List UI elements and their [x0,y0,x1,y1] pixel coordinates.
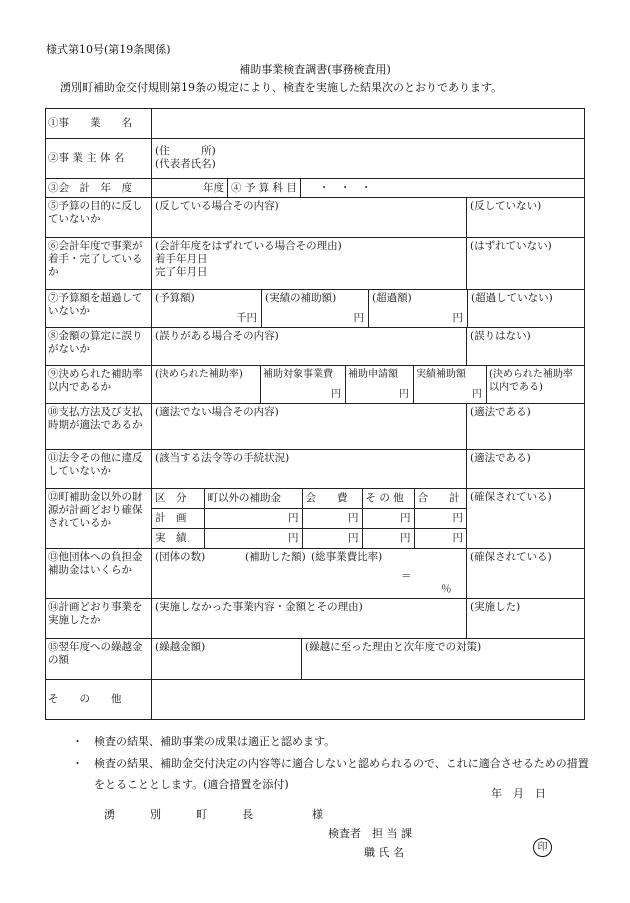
row-budget-purpose [46,198,585,238]
intro-text: 湧別町補助金交付規則第19条の規定により、検査を実施した結果次のとおりであります。 [60,81,503,94]
field-contribution[interactable] [152,549,467,599]
actual-subsidy-label: 実績補助額 [416,369,466,380]
inspector-line: 検査者 担 当 課 [328,827,412,840]
application-amount-unit: 円 [399,389,409,400]
result-budget-exceed: (超過していない) [467,290,584,327]
funding-header-other: そ の 他 [362,489,414,509]
row-subsidy-rate [46,366,585,404]
row-contribution [46,549,585,599]
result-budget-purpose: (反していない) [467,198,585,238]
form-number: 様式第10号(第19条関係) [46,43,171,56]
label-contribution: ⑬他団体への負担金補助金はいくらか [46,549,152,599]
field-subsidy-rate[interactable] [152,366,585,404]
result-contribution: (確保されている) [467,549,585,599]
actual-amount-unit: 円 [353,312,364,324]
label-plan-execution: ⑭計画どおり事業を実施したか [46,599,152,639]
row-legal [46,450,585,489]
funding-actual-other-subsidy[interactable]: 円 [204,529,302,549]
org-count-label: (団体の数) [155,551,206,563]
row-calculation [46,328,585,366]
label-project-name: ①事 業 名 [46,109,152,139]
funding-actual-other[interactable]: 円 [362,529,414,549]
bullet: ・ [72,757,83,770]
actual-amount-label: (実績の補助額) [265,292,337,304]
eligible-cost-unit: 円 [331,389,341,400]
label-budget-purpose: ⑤予算の目的に反していないか [46,198,152,238]
label-payment: ⑩支払方法及び支払時期が適法であるか [46,404,152,450]
funding-header-fees: 会 費 [302,489,362,509]
row-fiscal-compliance [46,238,585,290]
subsidy-paid-label: (補助した額) [245,551,306,563]
field-budget-exceed[interactable] [152,290,585,328]
year-suffix: 年度 [203,181,224,194]
row-funding [46,489,585,549]
label-fiscal-compliance: ⑥会計年度で事業が着手・完了しているか [46,238,152,290]
inspector-name-label: 職 氏 名 [364,846,404,859]
percent-sign: ％ [441,583,452,595]
funding-plan-other[interactable]: 円 [362,509,414,529]
result-legal: (適法である) [467,450,585,489]
page-title: 補助事業検査調書(事務検査用) [239,63,391,76]
label-calculation: ⑧金額の算定に誤りがないか [46,328,152,366]
label-funding: ⑫町補助金以外の財源が計画どおり確保されているか [46,489,152,549]
funding-header-other-subsidy: 町以外の補助金 [204,489,302,509]
funding-actual-total[interactable]: 円 [414,529,466,549]
seal-mark: 印 [533,838,552,857]
excess-amount-label: (超過額) [372,292,412,304]
funding-plan-fees[interactable]: 円 [302,509,362,529]
label-budget-item: ④ 予 算 科 目 [227,179,301,197]
row-plan-execution [46,599,585,639]
funding-row-plan: 計 画 [152,509,204,529]
row-carryover [46,639,585,680]
actual-subsidy-unit: 円 [472,389,482,400]
field-funding[interactable] [152,489,467,549]
ratio-label: (総事業費比率) [311,551,383,563]
field-carryover-amount[interactable]: (繰越金額) [152,639,302,680]
date-line: 年 月 日 [491,787,546,800]
result-payment: (適法である) [467,404,585,450]
field-calculation[interactable]: (誤りがある場合その内容) [152,328,467,366]
row-other [46,680,585,720]
field-legal[interactable]: (該当する法令等の手続状況) [152,450,467,489]
row-fiscal-year [46,179,585,198]
label-subsidy-rate: ⑨決められた補助率以内であるか [46,366,152,404]
bullet: ・ [72,735,83,748]
budget-amount-label: (予算額) [155,292,195,304]
field-fiscal-compliance[interactable] [152,238,467,290]
inspection-form-table [45,108,585,720]
rate-label: (決められた補助率) [155,369,243,380]
result-calculation: (誤りはない) [467,328,585,366]
row-project-name [46,109,585,139]
field-project-name[interactable] [152,109,585,139]
funding-plan-total[interactable]: 円 [414,509,466,529]
operator-rep-label: (代表者氏名) [155,158,216,170]
funding-row-actual: 実 績 [152,529,204,549]
result-plan-execution: (実施した) [467,599,585,639]
eligible-cost-label: 補助対象事業費 [263,369,333,380]
label-other: そ の 他 [46,680,152,720]
note-corrective[interactable]: ・ 検査の結果、補助金交付決定の内容等に適合しないと認められるので、これに適合させるための措置をとることとします。(適合措置を添付) [72,753,592,795]
row-operator [46,139,585,179]
excess-amount-unit: 円 [452,312,463,324]
label-legal: ⑪法令その他に違反していないか [46,450,152,489]
equals-sign: ＝ [401,570,412,582]
row-budget-exceed [46,290,585,328]
field-budget-purpose[interactable]: (反している場合その内容) [152,198,467,238]
result-subsidy-rate: (決められた補助率以内である) [486,366,584,403]
fiscal-reason-label: (会計年度をはずれている場合その理由) [155,240,342,252]
field-payment[interactable]: (適法でない場合その内容) [152,404,467,450]
row-payment [46,404,585,450]
field-other[interactable] [152,680,585,720]
funding-header-category: 区 分 [152,489,204,509]
budget-amount-unit: 千円 [236,312,257,324]
budget-item-dots: ・ ・ ・ [318,181,372,194]
mayor-line: 湧 別 町 長 様 [104,808,323,821]
field-plan-execution[interactable]: (実施しなかった事業内容・金額とその理由) [152,599,467,639]
label-carryover: ⑮翌年度への繰越金の額 [46,639,152,680]
end-date-label: 完了年月日 [155,266,208,278]
result-fiscal-compliance: (はずれていない) [467,238,585,290]
label-fiscal-year: ③会 計 年 度 [46,179,152,198]
field-carryover-reason[interactable]: (繰越に至った理由と次年度での対策) [302,639,585,680]
field-operator[interactable] [152,139,585,179]
application-amount-label: 補助申請額 [348,369,398,380]
operator-address-label: (住 所) [155,145,216,157]
note-approved[interactable]: ・ 検査の結果、補助事業の成果は適正と認めます。 [72,731,592,753]
start-date-label: 着手年月日 [155,253,208,265]
result-funding: (確保されている) [467,489,585,549]
label-budget-exceed: ⑦予算額を超過していないか [46,290,152,328]
label-operator: ②事 業 主 体 名 [46,139,152,179]
funding-actual-fees[interactable]: 円 [302,529,362,549]
funding-header-total: 合 計 [414,489,466,509]
field-fiscal-year[interactable] [152,179,585,198]
funding-plan-other-subsidy[interactable]: 円 [204,509,302,529]
